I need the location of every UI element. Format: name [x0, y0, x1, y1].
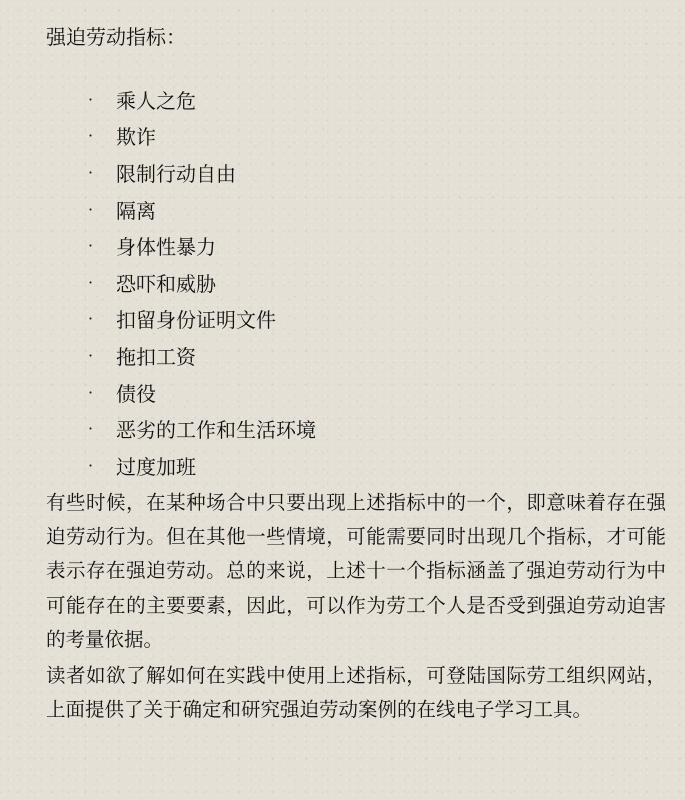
- bullet-icon: ·: [88, 382, 94, 402]
- list-item: [84, 191, 316, 228]
- list-item: [84, 410, 316, 447]
- bullet-icon: ·: [88, 455, 94, 475]
- bullet-icon: ·: [88, 272, 94, 292]
- list-item-label: 过度加班: [116, 454, 196, 479]
- list-item-label: 欺诈: [116, 125, 156, 150]
- list-item-label: 乘人之危: [116, 88, 196, 113]
- list-item: [84, 301, 316, 338]
- list-item: [84, 227, 316, 264]
- list-item: [84, 81, 316, 118]
- list-item-label: 恐吓和威胁: [116, 271, 216, 296]
- bullet-icon: ·: [88, 199, 94, 219]
- list-item-label: 债役: [116, 381, 156, 406]
- bullet-icon: ·: [88, 236, 94, 256]
- bullet-icon: ·: [88, 419, 94, 439]
- list-item-label: 恶劣的工作和生活环境: [116, 418, 316, 443]
- bullet-icon: ·: [88, 126, 94, 146]
- list-heading: 强迫劳动指标：: [46, 25, 186, 49]
- list-item: [84, 374, 316, 411]
- list-item-label: 拖扣工资: [116, 344, 196, 369]
- body-paragraph: 读者如欲了解如何在实践中使用上述指标，可登陆国际劳工组织网站，上面提供了关于确定和研究强迫劳动案例的在线电子学习工具。: [46, 664, 666, 722]
- indicator-list: [84, 81, 316, 484]
- list-item: [84, 337, 316, 374]
- list-item: [84, 264, 316, 301]
- list-item: [84, 447, 316, 484]
- body-paragraph: 有些时候，在某种场合中只要出现上述指标中的一个，即意味着存在强迫劳动行为。但在其他一些情境，可能需要同时出现几个指标，才可能表示存在强迫劳动。总的来说，上述十一个指标涵盖了强迫劳动行为中可能存在的主要要素，因此，可以作为劳工个人是否受到强迫劳动迫害的考量依据。: [46, 491, 666, 651]
- bullet-icon: ·: [88, 309, 94, 329]
- list-item: [84, 118, 316, 155]
- bullet-icon: ·: [88, 345, 94, 365]
- list-item: [84, 154, 316, 191]
- bullet-icon: ·: [88, 162, 94, 182]
- list-item-label: 扣留身份证明文件: [116, 308, 276, 333]
- list-item-label: 限制行动自由: [116, 161, 236, 186]
- list-item-label: 隔离: [116, 198, 156, 223]
- list-item-label: 身体性暴力: [116, 235, 216, 260]
- bullet-icon: ·: [88, 89, 94, 109]
